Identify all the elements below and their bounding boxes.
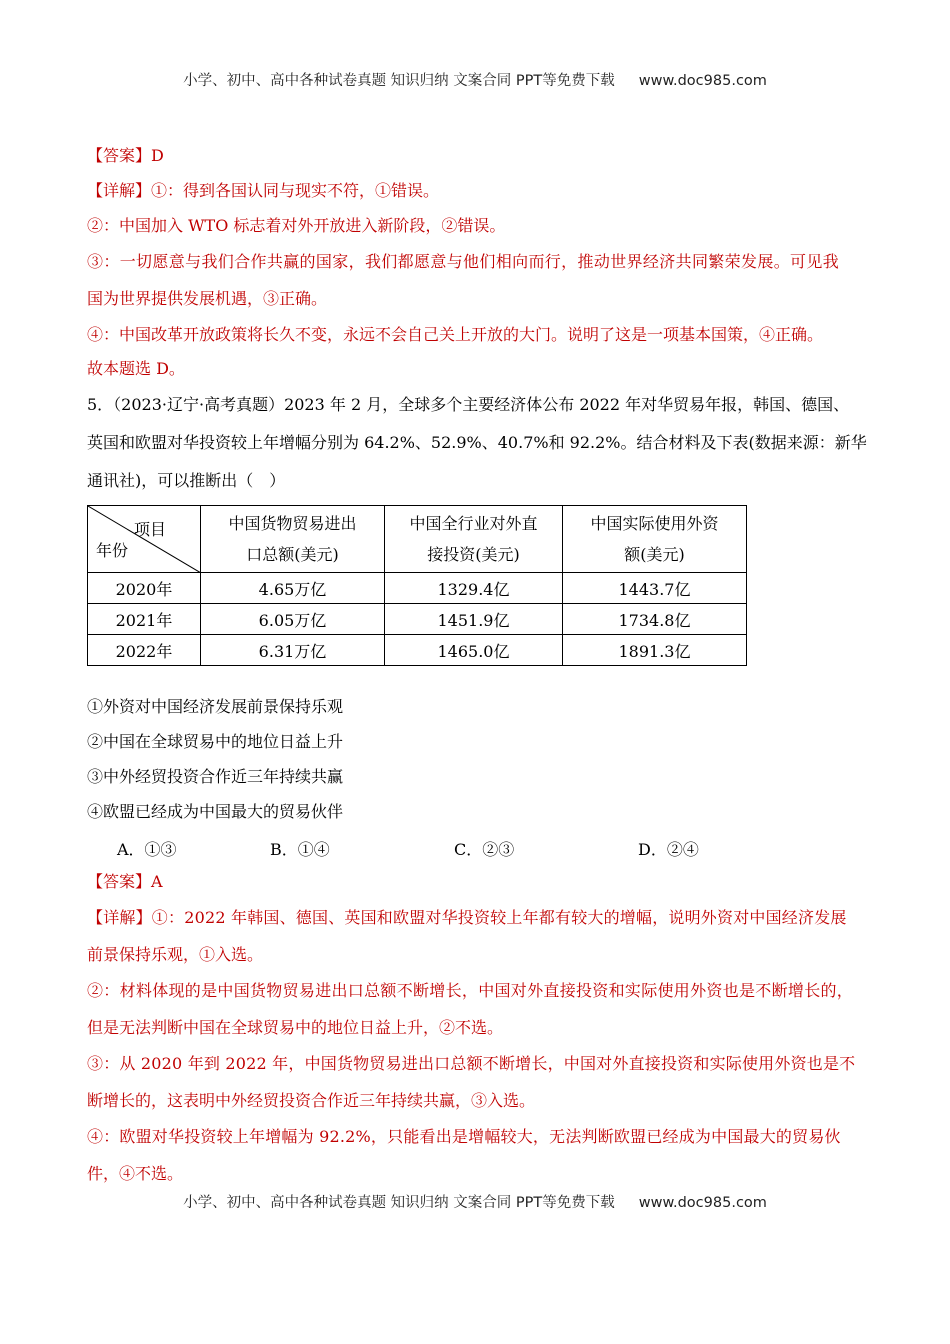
q4-explain-line: 故本题选 D。 bbox=[87, 359, 185, 378]
header-url[interactable]: www.doc985.com bbox=[638, 73, 767, 89]
page-footer bbox=[0, 1191, 950, 1212]
q5-explain-line: 【详解】①：2022 年韩国、德国、英国和欧盟对华投资较上年都有较大的增幅，说明外资对中国经济发展 bbox=[87, 908, 847, 927]
table-cell: 1734.8亿 bbox=[563, 604, 747, 635]
q4-explain-line: ②：中国加入 WTO 标志着对外开放进入新阶段，②错误。 bbox=[87, 216, 506, 235]
year-cell: 2020年 bbox=[88, 573, 201, 604]
year-cell: 2021年 bbox=[88, 604, 201, 635]
page-header bbox=[0, 69, 950, 90]
table-row bbox=[88, 604, 747, 635]
table-cell: 1443.7亿 bbox=[563, 573, 747, 604]
q5-explain-line: 断增长的，这表明中外经贸投资合作近三年持续共赢，③入选。 bbox=[87, 1091, 536, 1110]
q5-explain-line: ④：欧盟对华投资较上年增幅为 92.2%，只能看出是增幅较大，无法判断欧盟已经成为中国最大的贸易伙 bbox=[87, 1127, 841, 1146]
q5-explain-line: 件，④不选。 bbox=[87, 1164, 184, 1183]
q4-answer: 【答案】D bbox=[87, 146, 164, 165]
table-cell: 6.31万亿 bbox=[201, 635, 385, 666]
q5-stem-line: 通讯社)，可以推断出（ ） bbox=[87, 471, 286, 490]
table-cell: 1891.3亿 bbox=[563, 635, 747, 666]
footer-url[interactable]: www.doc985.com bbox=[638, 1195, 767, 1211]
table-header-row bbox=[88, 506, 747, 573]
header-text: 小学、初中、高中各种试卷真题 知识归纳 文案合同 PPT等免费下载 bbox=[183, 73, 615, 89]
q5-explain-line: 前景保持乐观，①入选。 bbox=[87, 945, 264, 964]
data-table bbox=[87, 505, 747, 666]
corner-bottom-label: 年份 bbox=[96, 541, 129, 560]
table-row bbox=[88, 635, 747, 666]
q4-explain-line: 国为世界提供发展机遇，③正确。 bbox=[87, 289, 328, 308]
q5-explain-line: ③：从 2020 年到 2022 年，中国货物贸易进出口总额不断增长，中国对外直接投资和实际使用外资也是不 bbox=[87, 1054, 856, 1073]
q5-explain-line: ②：材料体现的是中国货物贸易进出口总额不断增长，中国对外直接投资和实际使用外资也是不断增长的， bbox=[87, 981, 854, 1000]
table-row bbox=[88, 573, 747, 604]
table-cell: 1465.0亿 bbox=[385, 635, 563, 666]
column-header: 中国全行业对外直 接投资(美元) bbox=[385, 506, 563, 573]
year-cell: 2022年 bbox=[88, 635, 201, 666]
statement: ①外资对中国经济发展前景保持乐观 bbox=[87, 697, 344, 716]
q5-explain-line: 但是无法判断中国在全球贸易中的地位日益上升，②不选。 bbox=[87, 1018, 504, 1037]
option-b: B．①④ bbox=[270, 840, 330, 859]
footer-text: 小学、初中、高中各种试卷真题 知识归纳 文案合同 PPT等免费下载 bbox=[183, 1195, 615, 1211]
q5-stem-line: 英国和欧盟对华投资较上年增幅分别为 64.2%、52.9%、40.7%和 92.2%。结合材料及下表(数据来源：新华 bbox=[87, 433, 867, 452]
statement: ②中国在全球贸易中的地位日益上升 bbox=[87, 732, 344, 751]
option-d: D．②④ bbox=[638, 840, 699, 859]
table-cell: 4.65万亿 bbox=[201, 573, 385, 604]
corner-top-label: 项目 bbox=[133, 520, 166, 539]
column-header: 中国货物贸易进出 口总额(美元) bbox=[201, 506, 385, 573]
table-cell: 6.05万亿 bbox=[201, 604, 385, 635]
column-header: 中国实际使用外资 额(美元) bbox=[563, 506, 747, 573]
corner-cell bbox=[88, 506, 201, 573]
option-c: C．②③ bbox=[454, 840, 515, 859]
option-a: A．①③ bbox=[117, 840, 177, 859]
q5-answer: 【答案】A bbox=[87, 872, 163, 891]
table-cell: 1451.9亿 bbox=[385, 604, 563, 635]
q4-explain-line: ③：一切愿意与我们合作共赢的国家，我们都愿意与他们相向而行，推动世界经济共同繁荣发展。可见我 bbox=[87, 252, 840, 271]
q4-explain-line: 【详解】①：得到各国认同与现实不符，①错误。 bbox=[87, 181, 440, 200]
q4-explain-line: ④：中国改革开放政策将长久不变，永远不会自己关上开放的大门。说明了这是一项基本国策，④正确。 bbox=[87, 325, 824, 344]
q5-stem-line: 5．（2023·辽宁·高考真题）2023 年 2 月，全球多个主要经济体公布 2022 年对华贸易年报，韩国、德国、 bbox=[87, 395, 850, 414]
statement: ④欧盟已经成为中国最大的贸易伙伴 bbox=[87, 802, 344, 821]
table-cell: 1329.4亿 bbox=[385, 573, 563, 604]
statement: ③中外经贸投资合作近三年持续共赢 bbox=[87, 767, 344, 786]
